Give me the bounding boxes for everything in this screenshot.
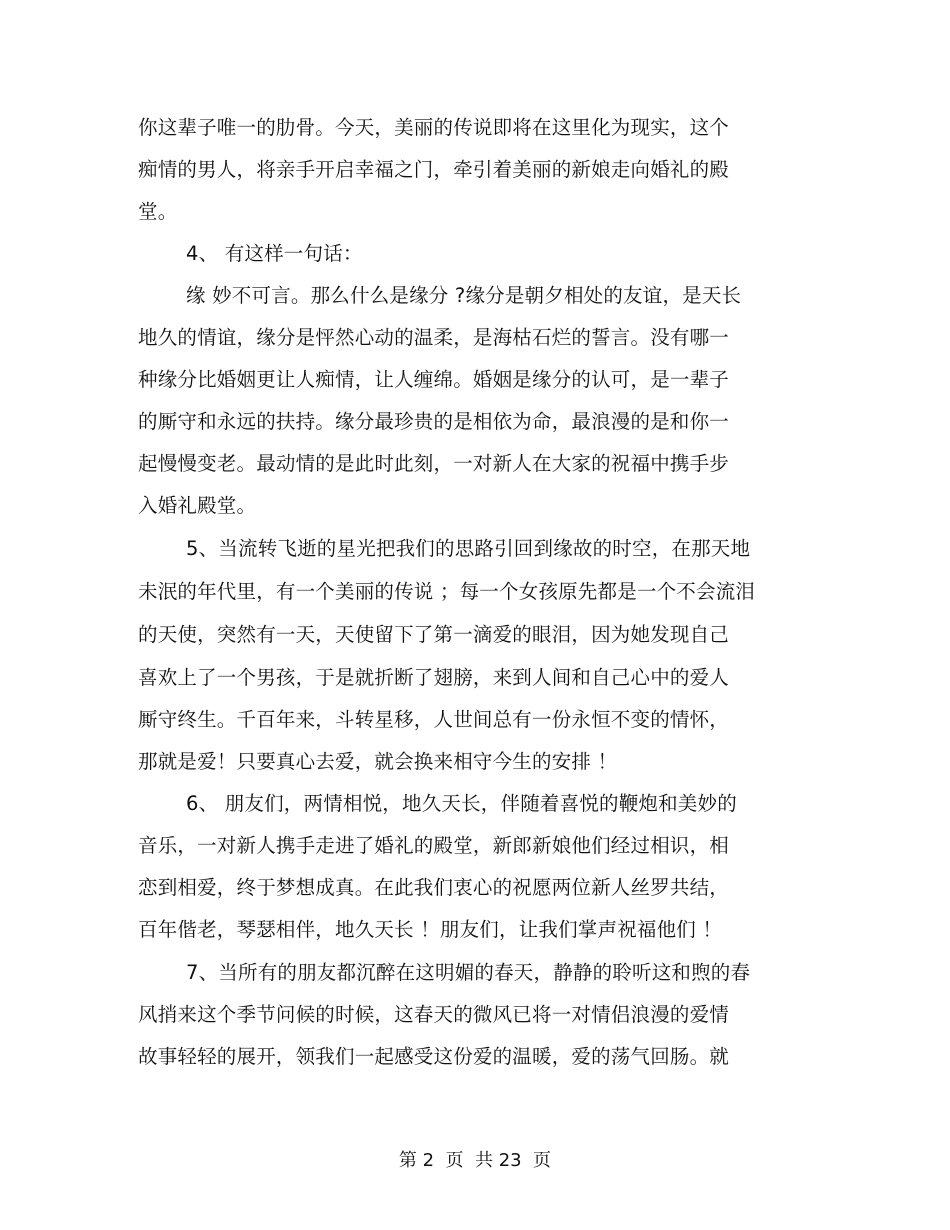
text-line: 缘 妙不可言。那么什么是缘分 ?缘分是朝夕相处的友谊，是天长 <box>186 284 742 307</box>
text-line: 厮守终生。千百年来，斗转星移，人世间总有一份永恒不变的情怀， <box>138 708 730 731</box>
text-line: 恋到相爱，终于梦想成真。在此我们衷心的祝愿两位新人丝罗共结， <box>138 876 730 899</box>
text-line: 种缘分比婚姻更让人痴情，让人缠绵。婚姻是缘分的认可，是一辈子 <box>138 368 730 391</box>
text-line: 堂。 <box>138 200 178 223</box>
text-line: 百年偕老，琴瑟相伴，地久天长 ！朋友们，让我们掌声祝福他们 ！ <box>138 918 723 941</box>
text-line: 入婚礼殿堂。 <box>138 494 257 517</box>
text-line: 的厮守和永远的扶持。缘分最珍贵的是相依为命，最浪漫的是和你一 <box>138 410 730 433</box>
page-number-footer: 第 2 页 共 23 页 <box>398 1150 552 1171</box>
text-line: 那就是爱！只要真心去爱，就会换来相守今生的安排 ！ <box>138 750 618 773</box>
text-line: 你这辈子唯一的肋骨。今天，美丽的传说即将在这里化为现实，这个 <box>138 116 730 139</box>
paragraph-7-start: 7、当所有的朋友都沉醉在这明媚的春天，静静的聆听这和煦的春 <box>186 961 751 984</box>
text-line: 故事轻轻的展开，领我们一起感受这份爱的温暖，爱的荡气回肠。就 <box>138 1045 730 1068</box>
text-line: 未泯的年代里，有一个美丽的传说 ；每一个女孩原先都是一个不会流泪 <box>138 580 756 603</box>
paragraph-6-start: 6、 朋友们，两情相悦，地久天长，伴随着喜悦的鞭炮和美妙的 <box>186 792 737 815</box>
text-line: 风捎来这个季节问候的时候，这春天的微风已将一对情侣浪漫的爱情 <box>138 1003 730 1026</box>
text-line: 起慢慢变老。最动情的是此时此刻，一对新人在大家的祝福中携手步 <box>138 452 730 475</box>
section-heading-4: 4、 有这样一句话： <box>186 242 363 265</box>
text-line: 的天使，突然有一天，天使留下了第一滴爱的眼泪，因为她发现自己 <box>138 623 730 646</box>
text-line: 音乐，一对新人携手走进了婚礼的殿堂，新郎新娘他们经过相识，相 <box>138 834 730 857</box>
text-line: 喜欢上了一个男孩，于是就折断了翅膀，来到人间和自己心中的爱人 <box>138 666 730 689</box>
text-line: 地久的情谊，缘分是怦然心动的温柔，是海枯石烂的誓言。没有哪一 <box>138 326 730 349</box>
paragraph-5-start: 5、当流转飞逝的星光把我们的思路引回到缘故的时空，在那天地 <box>186 537 751 560</box>
text-line: 痴情的男人，将亲手开启幸福之门，牵引着美丽的新娘走向婚礼的殿 <box>138 158 730 181</box>
